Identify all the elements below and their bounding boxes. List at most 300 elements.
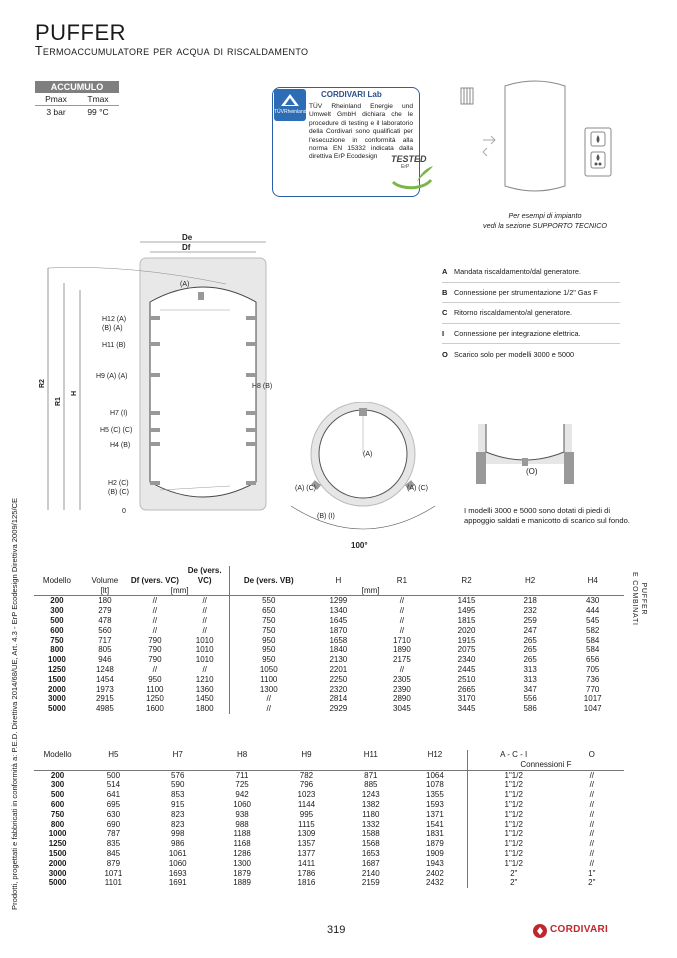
accumulo-labels <box>35 93 119 106</box>
value-cell: // <box>589 848 595 858</box>
dimensions-table-1 <box>34 566 624 714</box>
h2-sub-label: (B) (C) <box>108 489 129 496</box>
legend-row-i <box>442 324 620 345</box>
page-subtitle: Termoaccumulatore per acqua di riscaldamento <box>35 44 309 58</box>
t2-col-h5: H5 <box>108 750 119 759</box>
value-cell: 705 <box>586 664 600 674</box>
value-cell: // <box>152 606 158 616</box>
value-cell: 1050 <box>230 665 307 675</box>
table2-units <box>34 760 624 770</box>
legend-text: Ritorno riscaldamento/al generatore. <box>454 308 573 318</box>
model-cell: 5000 <box>48 878 67 888</box>
legend-key: O <box>442 349 448 359</box>
value-cell: 871 <box>364 770 378 780</box>
value-cell: 1"1/2 <box>467 770 559 780</box>
t2-col-h8: H8 <box>236 750 248 759</box>
value-cell: 1061 <box>168 848 187 858</box>
value-cell: 576 <box>171 770 185 780</box>
value-cell: // <box>589 809 595 819</box>
cordivari-logo <box>532 922 620 940</box>
value-cell: // <box>589 858 595 868</box>
value-cell: 1687 <box>361 858 380 868</box>
table-row <box>34 859 624 869</box>
model-cell: 1500 <box>48 848 67 858</box>
connection-legend <box>442 262 620 365</box>
value-cell: 247 <box>523 625 537 635</box>
model-cell: 2000 <box>48 858 67 868</box>
value-cell: 1017 <box>583 694 602 704</box>
t1-col-model: Modello <box>42 575 71 585</box>
legend-text: Connessione per integrazione elettrica. <box>454 328 581 338</box>
value-cell: 690 <box>106 819 121 829</box>
value-cell: 1100 <box>146 684 164 694</box>
value-cell: 1"1/2 <box>467 810 559 820</box>
cordivari-lab-logo: CORDIVARI Lab <box>318 90 385 99</box>
t1-unit-mm-2: [mm] <box>307 586 434 596</box>
table-row <box>34 820 624 830</box>
value-cell: 1840 <box>329 645 348 655</box>
value-cell: // <box>202 664 207 674</box>
value-cell: 1568 <box>361 839 380 849</box>
value-cell: 1309 <box>297 829 316 839</box>
tank-elevation-drawing <box>30 228 280 518</box>
value-cell: 835 <box>106 839 121 849</box>
value-cell: 2175 <box>393 655 411 665</box>
value-cell: 259 <box>523 615 537 625</box>
value-cell: 879 <box>106 858 121 868</box>
value-cell: 1377 <box>297 848 316 858</box>
t1-col-h4: H4 <box>587 575 598 585</box>
value-cell: 750 <box>230 616 307 626</box>
value-cell: 2159 <box>361 878 380 888</box>
value-cell: 1"1/2 <box>467 849 559 859</box>
table-row <box>34 694 624 704</box>
pmax-label: Pmax <box>45 94 67 104</box>
model-cell: 5000 <box>48 704 66 714</box>
value-cell: 1815 <box>457 615 476 625</box>
value-cell: // <box>399 625 405 635</box>
value-cell: 550 <box>230 596 307 606</box>
value-cell: // <box>230 694 307 704</box>
value-cell: 2" <box>467 869 559 879</box>
value-cell: 279 <box>98 606 112 616</box>
table-row <box>34 849 624 859</box>
value-cell: 560 <box>98 625 112 635</box>
tank-plan-drawing <box>285 402 445 552</box>
value-cell: 2" <box>588 878 596 888</box>
value-cell: 1248 <box>95 664 114 674</box>
value-cell: 1188 <box>233 829 251 839</box>
value-cell: 1450 <box>195 694 214 704</box>
value-cell: 444 <box>586 606 600 616</box>
value-cell: 942 <box>235 790 249 800</box>
value-cell: 500 <box>106 770 121 780</box>
value-cell: // <box>589 839 595 849</box>
cordivari-logo-icon <box>532 923 548 939</box>
value-cell: 2890 <box>393 694 411 704</box>
value-cell: 2814 <box>329 694 348 704</box>
value-cell: 656 <box>586 655 600 665</box>
value-cell: 1"1/2 <box>467 820 559 830</box>
value-cell: // <box>202 625 207 635</box>
tmax-value: 99 °C <box>87 107 109 117</box>
dimensions-table-2 <box>34 750 624 888</box>
value-cell: 1653 <box>361 848 380 858</box>
value-cell: 1800 <box>195 704 214 714</box>
value-cell: 3445 <box>457 704 476 714</box>
value-cell: 347 <box>523 684 537 694</box>
brand-text: CORDIVARI <box>550 924 609 935</box>
value-cell: 545 <box>586 615 600 625</box>
value-cell: 4985 <box>95 704 114 714</box>
value-cell: 782 <box>299 770 314 780</box>
accumulo-values <box>35 106 119 118</box>
value-cell: 853 <box>171 790 185 800</box>
value-cell: 3045 <box>393 704 411 714</box>
value-cell: 218 <box>523 596 537 606</box>
value-cell: 1357 <box>297 839 316 849</box>
t2-col-o: O <box>588 750 595 759</box>
value-cell: 2" <box>467 878 559 888</box>
value-cell: 556 <box>523 694 537 704</box>
value-cell: // <box>152 625 158 635</box>
model-cell: 1000 <box>48 655 66 665</box>
value-cell: 1691 <box>168 878 187 888</box>
value-cell: 514 <box>106 780 121 790</box>
t2-unit-connessioni: Connessioni F <box>467 760 624 770</box>
value-cell: 1973 <box>95 684 114 694</box>
value-cell: 736 <box>586 674 600 684</box>
value-cell: 1879 <box>233 868 251 878</box>
t2-col-model: Modello <box>43 750 72 759</box>
value-cell: 1047 <box>583 704 602 714</box>
value-cell: 650 <box>230 606 307 616</box>
value-cell: 1909 <box>426 848 444 858</box>
t1-col-de-vc: De (vers. VC) <box>187 566 222 585</box>
value-cell: // <box>152 596 158 606</box>
table1-body <box>34 596 624 714</box>
t1-unit-lt: [lt] <box>80 586 130 596</box>
h12-label: H12 (A) <box>102 316 127 323</box>
t1-col-r1: R1 <box>396 575 408 585</box>
value-cell: 1"1/2 <box>467 839 559 849</box>
value-cell: 1023 <box>297 790 316 800</box>
t2-col-h9: H9 <box>301 750 312 759</box>
table-row <box>34 645 624 655</box>
value-cell: 1600 <box>146 704 164 714</box>
tank-feet-drawing <box>470 424 580 494</box>
side-section-line2: E COMBINATI <box>631 572 638 626</box>
value-cell: 1071 <box>104 868 123 878</box>
table-row <box>34 869 624 879</box>
value-cell: 265 <box>523 645 537 655</box>
table1-units <box>34 586 624 596</box>
value-cell: 2020 <box>457 625 476 635</box>
tested-sub: ErP <box>401 164 410 170</box>
value-cell: 938 <box>235 809 249 819</box>
value-cell: 2305 <box>393 674 411 684</box>
t1-col-h2: H2 <box>525 575 536 585</box>
value-cell: 2915 <box>95 694 114 704</box>
legend-row-a <box>442 262 620 283</box>
tmax-label: Tmax <box>87 94 109 104</box>
value-cell: 1300 <box>230 685 307 695</box>
dim-r1: R1 <box>55 397 62 406</box>
model-cell: 1250 <box>48 839 67 849</box>
tuv-logo-text: TÜVRheinland <box>274 109 307 115</box>
value-cell: 641 <box>106 790 121 800</box>
plan-ac-right: (A) (C) <box>407 485 428 492</box>
legend-key: A <box>442 267 448 277</box>
plan-bi-label: (B) (I) <box>317 513 335 520</box>
value-cell: 1831 <box>426 829 444 839</box>
value-cell: 1890 <box>393 645 411 655</box>
plan-ac-left: (A) (C) <box>295 485 316 492</box>
value-cell: 1064 <box>426 770 444 780</box>
value-cell: 790 <box>148 645 162 655</box>
t2-col-aci: A - C - I <box>467 750 559 760</box>
side-compliance-text: Prodotti, progettati e fabbricati in conformità a: P.E.D. Direttiva 2014/68/UE, Art. 4.3 - ErP Ecodesign Direttiva 2009/125/CE <box>10 497 19 910</box>
tested-text: TESTED <box>391 154 427 164</box>
value-cell: 1593 <box>426 799 444 809</box>
model-cell: 800 <box>50 819 65 829</box>
value-cell: 1693 <box>168 868 187 878</box>
side-section-line1: PUFFER <box>640 582 647 616</box>
model-cell: 1250 <box>48 664 66 674</box>
value-cell: 2201 <box>329 664 348 674</box>
value-cell: 986 <box>171 839 185 849</box>
value-cell: // <box>399 615 405 625</box>
legend-key: C <box>442 308 448 318</box>
value-cell: 1870 <box>329 625 348 635</box>
t1-unit-mm: [mm] <box>130 586 230 596</box>
value-cell: 2320 <box>329 684 348 694</box>
value-cell: 2402 <box>426 868 444 878</box>
value-cell: 950 <box>230 636 307 646</box>
h11-label: H11 (B) <box>102 342 126 349</box>
value-cell: // <box>589 829 595 839</box>
model-cell: 750 <box>50 809 65 819</box>
value-cell: 998 <box>171 829 185 839</box>
value-cell: 1144 <box>297 799 316 809</box>
value-cell: 2075 <box>457 645 476 655</box>
page-number: 319 <box>327 924 346 936</box>
value-cell: 787 <box>106 829 121 839</box>
value-cell: 1710 <box>393 635 411 645</box>
value-cell: 1645 <box>329 615 348 625</box>
value-cell: 946 <box>98 655 112 665</box>
t1-col-de-vb: De (vers. VB) <box>230 566 307 586</box>
value-cell: 265 <box>523 635 537 645</box>
table-row <box>34 665 624 675</box>
value-cell: 1382 <box>361 799 380 809</box>
value-cell: 584 <box>586 635 600 645</box>
value-cell: 695 <box>106 799 121 809</box>
plant-note-line1: Per esempi di impianto <box>508 211 582 220</box>
value-cell: 1"1/2 <box>467 790 559 800</box>
value-cell: // <box>399 664 405 674</box>
table-row <box>34 780 624 790</box>
legend-row-c <box>442 303 620 324</box>
value-cell: 950 <box>148 674 162 684</box>
t1-col-h: H <box>335 575 342 585</box>
t2-col-h12: H12 <box>427 750 443 759</box>
value-cell: 1010 <box>195 635 214 645</box>
value-cell: 1816 <box>297 878 316 888</box>
model-cell: 3000 <box>48 868 67 878</box>
value-cell: // <box>230 704 307 714</box>
value-cell: 2340 <box>457 655 476 665</box>
value-cell: 2390 <box>393 684 411 694</box>
table-row <box>34 626 624 636</box>
value-cell: // <box>399 596 405 606</box>
h9-label: H9 (A) (A) <box>96 373 128 380</box>
value-cell: 995 <box>299 809 314 819</box>
value-cell: 950 <box>230 645 307 655</box>
value-cell: 915 <box>171 799 185 809</box>
value-cell: 805 <box>98 645 112 655</box>
model-cell: 600 <box>50 799 65 809</box>
h8-label: H8 (B) <box>252 383 273 390</box>
value-cell: 1332 <box>361 819 380 829</box>
h7-label: H7 (I) <box>110 410 128 417</box>
t2-col-h11: H11 <box>363 750 378 759</box>
plant-schematic-icon <box>455 78 625 200</box>
table1-header <box>34 566 624 586</box>
h5-label: H5 (C) (C) <box>100 427 133 434</box>
value-cell: 1454 <box>95 674 114 684</box>
dim-r2: R2 <box>39 379 46 388</box>
model-cell: 1500 <box>48 674 66 684</box>
model-cell: 1000 <box>48 829 67 839</box>
value-cell: 1210 <box>195 674 214 684</box>
value-cell: // <box>202 596 207 606</box>
t2-col-h7: H7 <box>172 750 183 759</box>
value-cell: 1" <box>588 868 596 878</box>
model-cell: 600 <box>50 625 64 635</box>
value-cell: 1299 <box>329 596 348 606</box>
value-cell: 770 <box>586 684 600 694</box>
value-cell: 2929 <box>329 704 348 714</box>
value-cell: 1915 <box>457 635 476 645</box>
value-cell: 1010 <box>195 655 214 665</box>
value-cell: 582 <box>586 625 600 635</box>
value-cell: 717 <box>98 635 112 645</box>
dim-df: Df <box>182 243 191 252</box>
value-cell: 1340 <box>329 606 348 616</box>
value-cell: 845 <box>106 848 121 858</box>
value-cell: 232 <box>523 606 537 616</box>
table-row <box>34 839 624 849</box>
plant-note-line2: vedi la sezione SUPPORTO TECNICO <box>483 221 607 230</box>
h2-label: H2 (C) <box>108 480 129 487</box>
value-cell: 950 <box>230 655 307 665</box>
accumulo-box <box>35 81 119 118</box>
table-row <box>34 616 624 626</box>
value-cell: 1078 <box>426 780 444 790</box>
value-cell: 823 <box>171 809 185 819</box>
value-cell: 711 <box>235 770 249 780</box>
table-row <box>34 810 624 820</box>
model-cell: 300 <box>50 780 65 790</box>
value-cell: 180 <box>98 596 112 606</box>
value-cell: // <box>152 615 158 625</box>
value-cell: // <box>152 664 158 674</box>
value-cell: 2140 <box>361 868 380 878</box>
value-cell: 1415 <box>457 596 476 606</box>
value-cell: // <box>589 790 595 800</box>
value-cell: 1"1/2 <box>467 780 559 790</box>
model-cell: 2000 <box>48 684 66 694</box>
plant-note <box>470 211 620 231</box>
value-cell: 1371 <box>426 809 444 819</box>
value-cell: 1879 <box>426 839 444 849</box>
tested-badge-icon <box>387 150 437 190</box>
plan-a-label: (A) <box>363 451 373 458</box>
value-cell: 584 <box>586 645 600 655</box>
value-cell: 313 <box>523 664 537 674</box>
value-cell: 2445 <box>457 664 476 674</box>
value-cell: // <box>589 799 595 809</box>
dim-de: De <box>182 233 193 242</box>
accumulo-head: ACCUMULO <box>35 81 119 93</box>
value-cell: 1060 <box>233 799 251 809</box>
value-cell: 725 <box>235 780 249 790</box>
value-cell: 630 <box>106 809 121 819</box>
value-cell: 1658 <box>329 635 348 645</box>
model-cell: 200 <box>50 770 65 780</box>
certification-text: TÜV Rheinland Energie und Umwelt GmbH dichiara che le procedure di testing e il laboratorio della Cordivari sono qualificati per l'esecuzione in conformità alla norma EN 15332 indicata dalla direttiva ErP Ecodesign <box>309 103 413 161</box>
value-cell: 1180 <box>362 809 380 819</box>
value-cell: 3170 <box>457 694 476 704</box>
value-cell: // <box>589 819 595 829</box>
t1-col-volume: Volume <box>91 575 119 585</box>
value-cell: 478 <box>98 615 112 625</box>
value-cell: // <box>399 606 405 616</box>
table2-body <box>34 770 624 888</box>
model-cell: 800 <box>50 645 64 655</box>
page-title: PUFFER <box>35 20 126 45</box>
value-cell: 1060 <box>168 858 187 868</box>
value-cell: 1101 <box>104 878 122 888</box>
value-cell: 790 <box>148 635 162 645</box>
pmax-value: 3 bar <box>46 107 66 117</box>
side-section-label <box>630 572 648 626</box>
table-row <box>34 829 624 839</box>
legend-key: I <box>442 328 445 338</box>
value-cell: 2510 <box>457 674 476 684</box>
legend-text: Connessione per strumentazione 1/2" Gas F <box>454 287 598 297</box>
value-cell: 1360 <box>195 684 214 694</box>
value-cell: 1"1/2 <box>467 800 559 810</box>
value-cell: // <box>202 606 207 616</box>
value-cell: 1495 <box>457 606 476 616</box>
table-row <box>34 770 624 780</box>
table-row <box>34 606 624 616</box>
table-row <box>34 636 624 646</box>
value-cell: 1588 <box>361 829 380 839</box>
value-cell: 590 <box>171 780 185 790</box>
outlet-label: (O) <box>526 467 538 476</box>
value-cell: 2250 <box>329 674 348 684</box>
value-cell: 750 <box>230 626 307 636</box>
h12-sub-label: (B) (A) <box>102 325 123 332</box>
model-cell: 200 <box>50 596 64 606</box>
top-a-label: (A) <box>180 281 190 288</box>
value-cell: 1010 <box>195 645 214 655</box>
model-cell: 750 <box>50 635 64 645</box>
value-cell: 1300 <box>233 858 251 868</box>
